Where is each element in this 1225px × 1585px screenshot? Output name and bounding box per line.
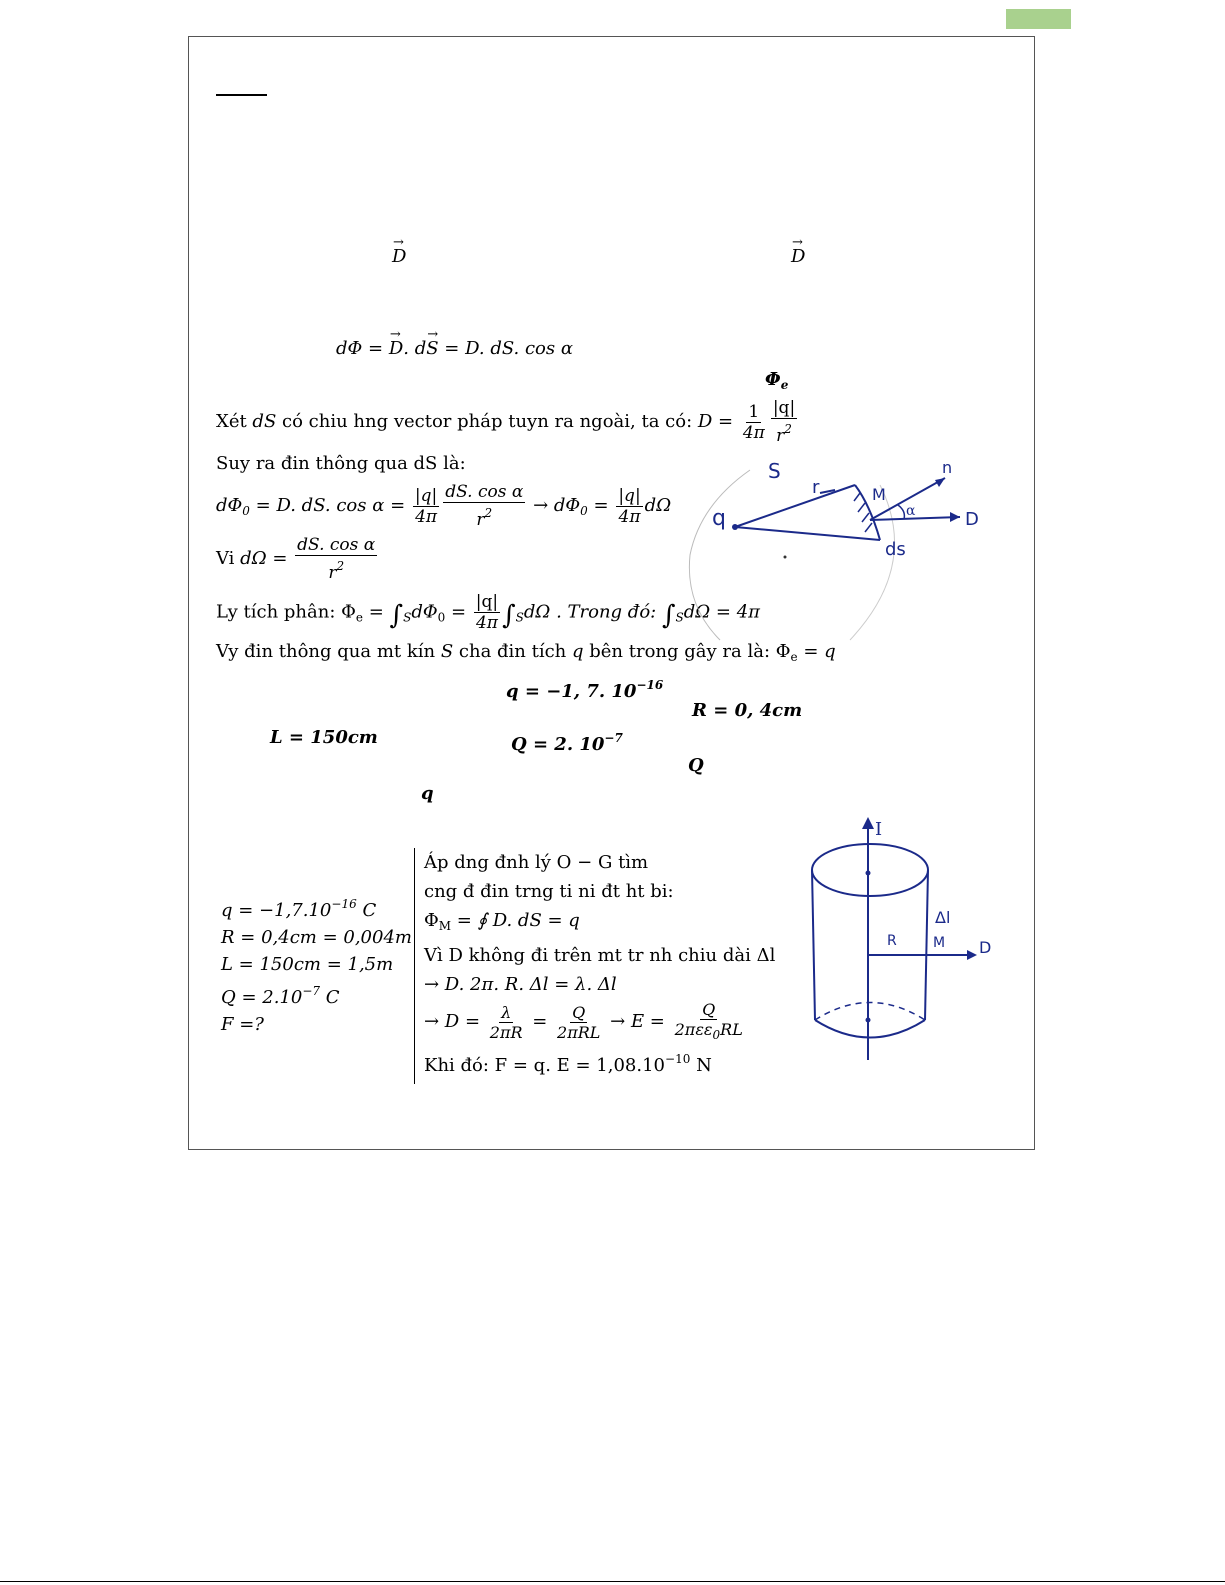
solution-line: → D = $\frac{\lambda}{2\pi R}$ = $\frac{Q}{\text{2πRL}}$ → E = $\frac{Q}{2\pi\varepsilon\varepsilon_0RL}$ [424, 999, 743, 1042]
vector-d-left: → D [392, 246, 406, 268]
solution-line: $\Phi_M$ = ∮ D. dS = q [424, 910, 580, 933]
solution-line: Khi đó: F = q. $E = 1,08.10^{-10}$ N [424, 1052, 712, 1076]
section-underline [216, 94, 267, 96]
fig1-label-m: M [872, 485, 886, 504]
solution-steps [424, 848, 775, 1080]
solution-line: Áp dng đnh lý O − G tìm [424, 852, 649, 873]
fig1-label-s: S [768, 459, 781, 483]
fig1-label-d: D [965, 509, 979, 530]
given-item: $Q = 2.10^{-7}$ C [221, 984, 340, 1008]
text-line-6: Vy đin thông qua mt kín S cha đin tích q bên trong gây ra là: $\Phi_e = q$ [216, 641, 836, 664]
given-Q-alone: Q [688, 755, 704, 776]
given-q-alone: q [421, 783, 434, 804]
cylinder-figure [795, 815, 1005, 1075]
text-line-2: Suy ra đin thông qua dS là: [216, 453, 466, 474]
fig2-label-d: D [979, 938, 992, 957]
solution-line: Vì D không đi trên mt tr nh chiu dài Δl [424, 945, 776, 966]
fig1-label-alpha: α [906, 503, 916, 519]
fig1-label-ds: ds [885, 539, 906, 560]
given-l: L = 150cm [270, 727, 378, 748]
text-line-5: Ly tích phân: $\Phi_e = \int_Sd\Phi_0$ = $\frac{|q|}{4\pi}$ $\int_Sd\Omega$ . Trong đó: $\int_Sd\Omega = 4\pi$ [216, 592, 760, 633]
text-line-1: Xét dS có chiu hng vector pháp tuyn ra ngoài, ta có: D = $\frac{1}{4\pi}$ $\frac{|q|}{r^2}$ [216, 398, 796, 446]
given-r: R = 0, 4cm [692, 700, 803, 721]
given-q: q = −1, 7. $10^{-16}$ [506, 678, 664, 702]
given-item: $q = -1,7.10^{-16}$ C [221, 897, 377, 921]
phi-e-label: $\Phi_e$ [765, 369, 789, 392]
fig1-label-n: n [942, 458, 953, 477]
column-divider [414, 848, 415, 1084]
given-item: F =? [221, 1014, 264, 1035]
gauss-surface-figure [680, 445, 1010, 645]
page-corner-tab [1006, 9, 1071, 29]
fig2-label-dl: Δl [935, 908, 951, 927]
fig2-label-r: R [887, 933, 897, 949]
fig2-label-i: I [875, 819, 883, 840]
given-item: R = 0,4cm = 0,004m [221, 927, 412, 948]
text-line-3: $d\Phi_0 = D$. dS. cos α = $\frac{|q|}{4\pi}$ $\frac{\text{dS. cos α}}{r^2}$ → $d\Phi_0$ = $\frac{|q|}{4\pi}$ dΩ [216, 482, 672, 530]
text-line-4: Vi dΩ = $\frac{\text{dS. cos α}}{r^2}$ [216, 535, 376, 583]
given-list [221, 891, 412, 1038]
flux-formula: dΦ = → D. d→ S = D. dS. cos α [336, 338, 573, 360]
fig2-label-m: M [933, 935, 946, 951]
given-charge-Q: Q = 2. $10^{-7}$ [511, 731, 623, 755]
vector-d-right: → D [791, 246, 805, 268]
given-item: L = 150cm = 1,5m [221, 954, 394, 975]
page-bottom-rule [0, 1581, 1225, 1582]
solution-line: cng đ đin trng ti ni đt ht bi: [424, 881, 674, 902]
fig1-label-q: q [712, 506, 726, 531]
solution-line: → D. 2π. R. Δl = λ. Δl [424, 974, 617, 995]
fig1-label-r: r [812, 477, 820, 498]
